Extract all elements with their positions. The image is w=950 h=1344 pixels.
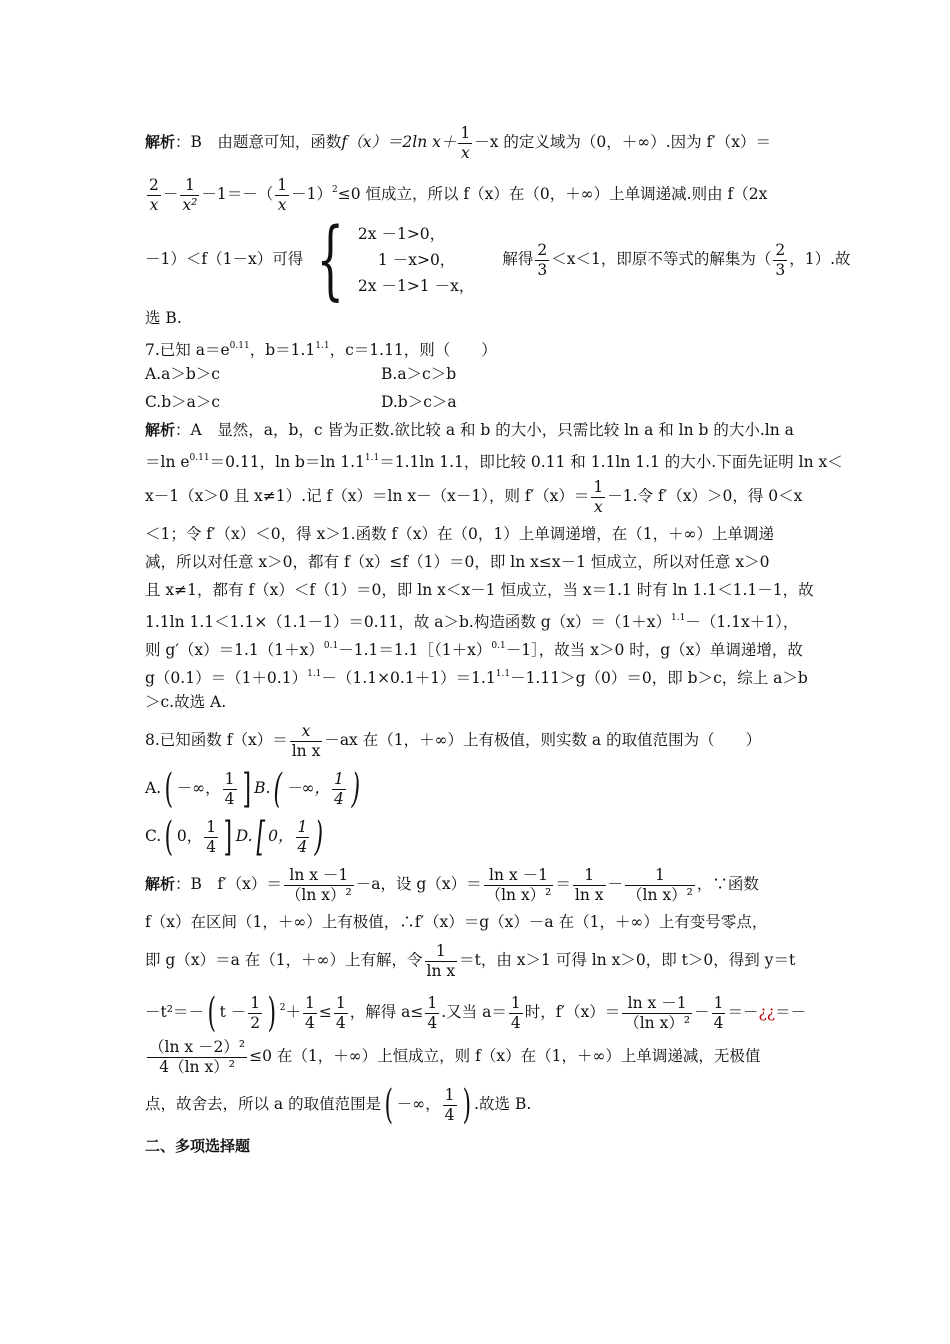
q7-options-row-1 [145,360,805,388]
fraction: $\frac{1}{x}$ [593,477,604,516]
q8-solution-line-4: －t²＝－( t － $\frac{1}{2}$ ) $^2$＋ $\frac{1}{4}$ ≤ $\frac{1}{4}$ ，解得 a≤ $\frac{1}{4}$ .又当 a＝ $\frac{1}{4}$ 时，f′（x）＝ $\frac{\text{ln x －1}}{\text{（ln x）²}}$ － $\frac{1}{4}$ ＝－¿¿＝－ [145,990,807,1036]
q8-solution-line-6: 点，故舍去，所以 a 的取值范围是( －∞， $\frac{1}{4}$ ) .故选 B. [145,1082,532,1128]
q7-solution-line-4: ＜1；令 f′（x）＜0，得 x＞1.函数 f（x）在（0，1）上单调递增，在（1，＋∞）上单调递 [145,525,775,543]
option-a: A.( －∞， $\frac{1}{4}$ ] [145,766,251,812]
q7-solution-line-8: 则 $g'(x)=1.1(1+x)^{0.1}-1.1=1.1[(1+x)^{0.1}-1]$，故当 x＞0 时，g（x）单调递增，故 [145,641,803,659]
inequality-system: 2x －1>0， 1 －x>0， 2x －1>1 －x， [357,225,475,295]
solution-label: 解析 [145,421,176,439]
fraction: $\frac{1}{\text{x²}}$ [182,175,198,214]
fraction: $\frac{x}{\text{ln x}}$ [291,721,321,760]
option-d: D.b＞c＞a [381,393,457,411]
option-d: D.[ 0， $\frac{1}{4}$ ) [235,814,324,860]
q6-solution-line-2: $\frac{2}{x}$ － $\frac{1}{\text{x²}}$ －1＝－（ $\frac{1}{x}$ －1）$^2$≤0 恒成立，所以 f（x）在（0，＋∞）上单调递减.则由 f（2x [149,175,768,214]
q7-solution-line-5: 减，所以对任意 x＞0，都有 f（x）≤f（1）＝0，即 ln x≤x－1 恒成立，所以对任意 x＞0 [145,553,770,571]
q8-solution-line-3: 即 g（x）＝a 在（1，＋∞）上有解，令 $\frac{1}{\text{ln x}}$ ＝t，由 x＞1 可得 ln x＞0，即 t＞0，得到 y＝t [145,941,796,980]
q7-solution-line-9: $g(0.1)=(1+0.1)^{1.1}-(1.1\times 0.1+1)=1.1^{1.1}-1.11>g(0)=0$，即 b＞c，综上 a＞b [145,669,808,687]
fraction: $\frac{1}{x}$ [460,123,471,162]
q7-solution-line-7: 1.1ln 1.1＜1.1×（1.1－1）＝0.11，故 a＞b.构造函数 $g(x)=(1+x)^{1.1}-(1.1x+1)$， [145,613,799,631]
q7-solution-line-3: x－1（x＞0 且 x≠1）.记 f（x）＝ln x－（x－1），则 f′（x）＝ $\frac{1}{x}$ －1.令 f′（x）＞0，得 0＜x [145,477,803,516]
option-c: C.b＞a＞c [145,393,221,411]
q7-solution-line-6: 且 x≠1，都有 f（x）＜f（1）＝0，即 ln x＜x－1 恒成立，当 x＝1.1 时有 ln 1.1＜1.1－1，故 [145,581,814,599]
q8-options-row-1 [145,764,805,812]
fraction: $\frac{2}{3}$ [537,240,548,279]
fraction: $\frac{2}{x}$ [149,175,159,214]
solution-label: 解析 [145,875,176,893]
q8-solution-line-5: $\frac{\text{（ln x －2）²}}{\text{4（ln x）²}}$ ≤0 在（1，＋∞）上恒成立，则 f（x）在（1，＋∞）上单调递减，无极值 [149,1037,761,1076]
option-b: B.a＞c＞b [381,365,457,383]
q6-solution-line-4: 选 B. [145,309,182,327]
q8-stem: 8.已知函数 f（x）＝ $\frac{x}{\text{ln x}}$ －ax 在（1，＋∞）上有极值，则实数 a 的取值范围为（ ） [145,721,762,760]
option-a: A.a＞b＞c [145,365,220,383]
q7-solution-line-2: ＝ln $e^{0.11}=0.11$，ln b＝ln $1.1^{1.1}=1.1\ln$ 1.1，即比较 0.11 和 1.1ln 1.1 的大小.下面先证明 ln x＜ [145,453,843,471]
q7-solution-line-1: 解析：A 显然，a，b，c 皆为正数.欲比较 a 和 b 的大小，只需比较 ln a 和 ln b 的大小.ln a [145,421,794,439]
option-c: C.( 0， $\frac{1}{4}$ ] [145,814,233,860]
fraction: $\frac{2}{3}$ [775,240,786,279]
document-body [145,118,851,1160]
system-brace: { [316,210,345,310]
q7-solution-line-10: ＞c.故选 A. [145,693,227,711]
solution-label: 解析 [145,133,176,151]
q8-solution-line-1: 解析：B f′（x）＝ $\frac{\text{ln x －1}}{\text{（ln x）²}}$ －a，设 g（x）＝ $\frac{\text{ln x －1}}{\text{（ln x）²}}$ ＝ $\frac{1}{\text{ln x}}$ － $\frac{1}{\text{（ln x）²}}$ ，∵函数 [145,865,759,904]
q7-stem: 7.已知 $a=e^{0.11}$，$b=1.1^{1.1}$，c＝1.11，则（ ） [145,341,497,359]
q8-options-row-2 [145,812,805,860]
q6-solution-line-3: －1）＜f（1－x）可得 { 2x －1>0， 1 －x>0， 2x －1>1 －x， 解得 $\frac{2}{3}$ ＜x＜1，即原不等式的解集为（ $\frac{2}{3}$ ，1）.故 [145,210,851,310]
q7-options-row-2 [145,388,805,416]
fraction: $\frac{1}{x}$ [277,175,288,214]
q6-solution-line-1: 解析：B 由题意可知，函数f（x）＝2ln x＋ $\frac{1}{x}$ －x 的定义域为（0，＋∞）.因为 f′（x）＝ [145,123,772,162]
q8-solution-line-2: f（x）在区间（1，＋∞）上有极值，∴f′（x）＝g（x）－a 在（1，＋∞）上有变号零点， [145,913,768,931]
option-b: B.( －∞， $\frac{1}{4}$ ) [254,766,360,812]
section-heading: 二、多项选择题 [145,1137,251,1155]
